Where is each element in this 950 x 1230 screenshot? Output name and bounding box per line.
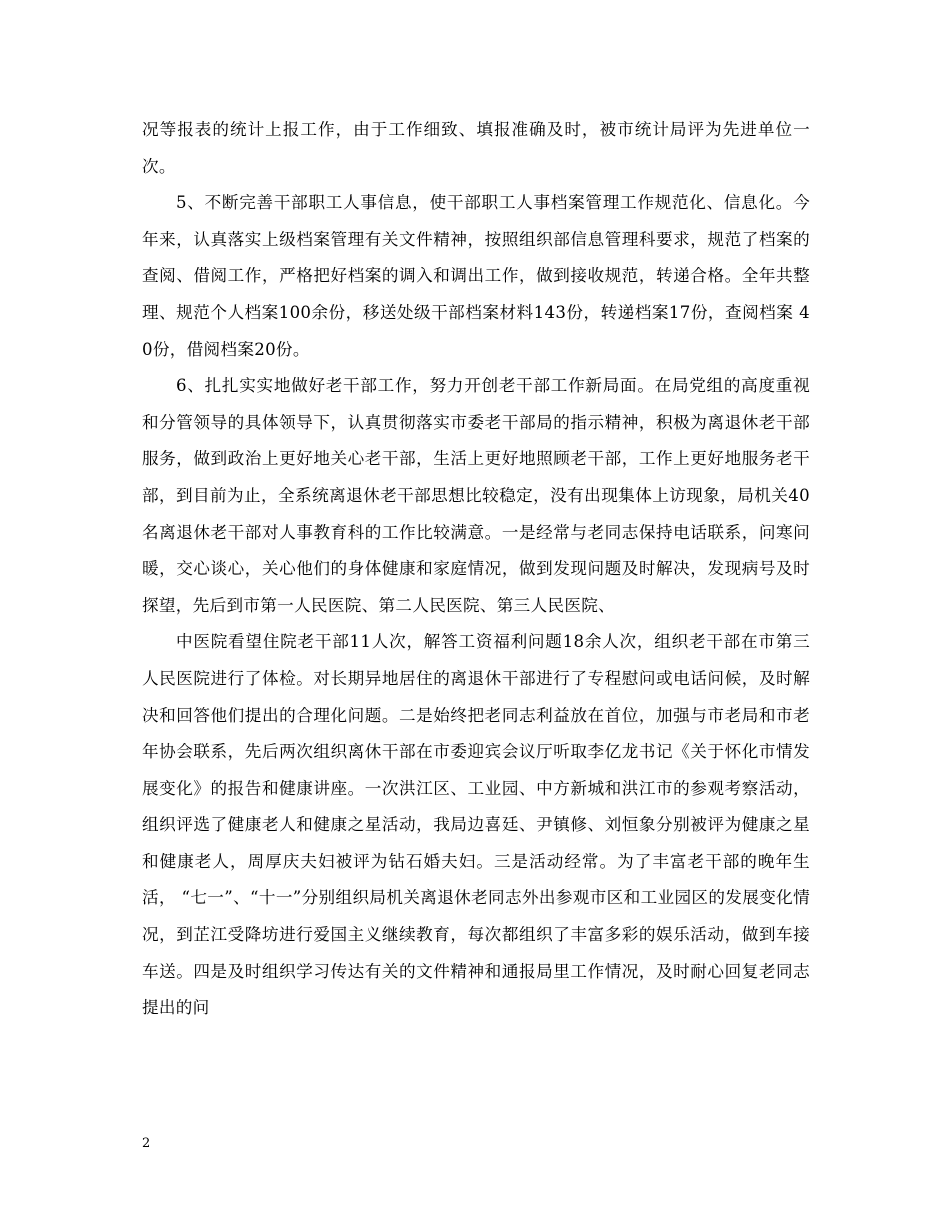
page-number: 2 (142, 1136, 151, 1151)
paragraph-item-6: 6、扎扎实实地做好老干部工作，努力开创老干部工作新局面。在局党组的高度重视和分管领导的具体领导下，认真贯彻落实市委老干部局的指示精神，积极为离退休老干部服务，做到政治上更好地关心老干部，生活上更好地照顾老干部，工作上更好地服务老干部，到目前为止，全系统离退休老干部思想比较稳定，没有出现集体上访现象，局机关40名离退休老干部对人事教育科的工作比较满意。一是经常与老同志保持电话联系，问寒问暖，交心谈心，关心他们的身体健康和家庭情况，做到发现问题及时解决，发现病号及时探望，先后到市第一人民医院、第二人民医院、第三人民医院、 (142, 376, 810, 615)
document-body (142, 112, 810, 1027)
paragraph-item-5: 5、不断完善干部职工人事信息，使干部职工人事档案管理工作规范化、信息化。今年来，认真落实上级档案管理有关文件精神，按照组织部信息管理科要求，规范了档案的查阅、借阅工作，严格把好档案的调入和调出工作，做到接收规范，转递合格。全年共整理、规范个人档案100余份，移送处级干部档案材料143份，转递档案17份，查阅档案 40份，借阅档案20份。 (142, 193, 810, 359)
paragraph-continued: 况等报表的统计上报工作，由于工作细致、填报准确及时，被市统计局评为先进单位一次。 (142, 120, 810, 176)
paragraph-hospital-visits: 中医院看望住院老干部11人次，解答工资福利问题18余人次，组织老干部在市第三人民医院进行了体检。对长期异地居住的离退休干部进行了专程慰问或电话问候，及时解决和回答他们提出的合理化问题。二是始终把老同志利益放在首位，加强与市老局和市老年协会联系，先后两次组织离休干部在市委迎宾会议厅听取李亿龙书记《关于怀化市情发展变化》的报告和健康讲座。一次洪江区、工业园、中方新城和洪江市的参观考察活动，组织评选了健康老人和健康之星活动，我局边喜廷、尹镇修、刘恒象分别被评为健康之星和健康老人，周厚庆夫妇被评为钻石婚夫妇。三是活动经常。为了丰富老干部的晚年生活， “七一”、“十一”分别组织局机关离退休老同志外出参观市区和工业园区的发展变化情况，到芷江受降坊进行爱国主义继续教育，每次都组织了丰富多彩的娱乐活动，做到车接车送。四是及时组织学习传达有关的文件精神和通报局里工作情况，及时耐心回复老同志提出的问 (142, 632, 810, 1018)
